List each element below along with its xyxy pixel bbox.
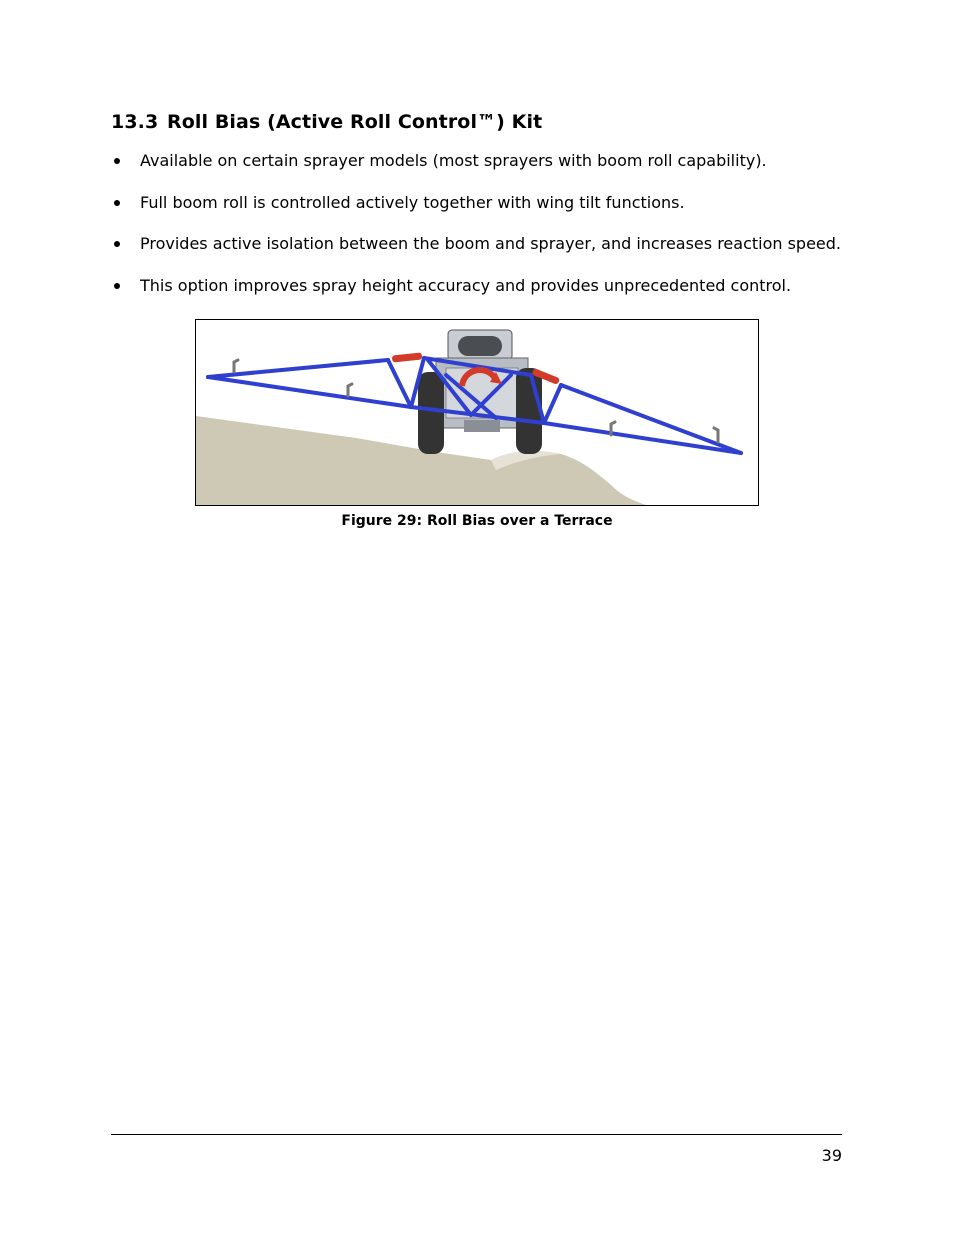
section-title: Roll Bias (Active Roll Control™) Kit bbox=[167, 111, 543, 133]
sprayer-illustration bbox=[196, 320, 758, 505]
page-number: 39 bbox=[821, 1146, 842, 1165]
bullet-icon bbox=[114, 200, 120, 206]
list-item: Available on certain sprayer models (most sprayers with boom roll capability). bbox=[111, 150, 851, 172]
bullet-list bbox=[111, 150, 851, 316]
left-tire bbox=[418, 372, 444, 454]
figure-roll-bias bbox=[195, 319, 759, 506]
list-item: Full boom roll is controlled actively together with wing tilt functions. bbox=[111, 192, 851, 214]
left-cylinder bbox=[392, 352, 423, 362]
list-item: Provides active isolation between the boom and sprayer, and increases reaction speed. bbox=[111, 233, 851, 255]
section-heading bbox=[111, 111, 542, 133]
right-tire bbox=[516, 368, 542, 454]
section-number: 13.3 bbox=[111, 111, 159, 133]
bullet-icon bbox=[114, 158, 120, 164]
figure-caption: Figure 29: Roll Bias over a Terrace bbox=[341, 513, 613, 529]
bullet-icon bbox=[114, 241, 120, 247]
list-item: This option improves spray height accuracy and provides unprecedented control. bbox=[111, 275, 851, 297]
bullet-icon bbox=[114, 283, 120, 289]
footer-rule bbox=[111, 1134, 842, 1135]
